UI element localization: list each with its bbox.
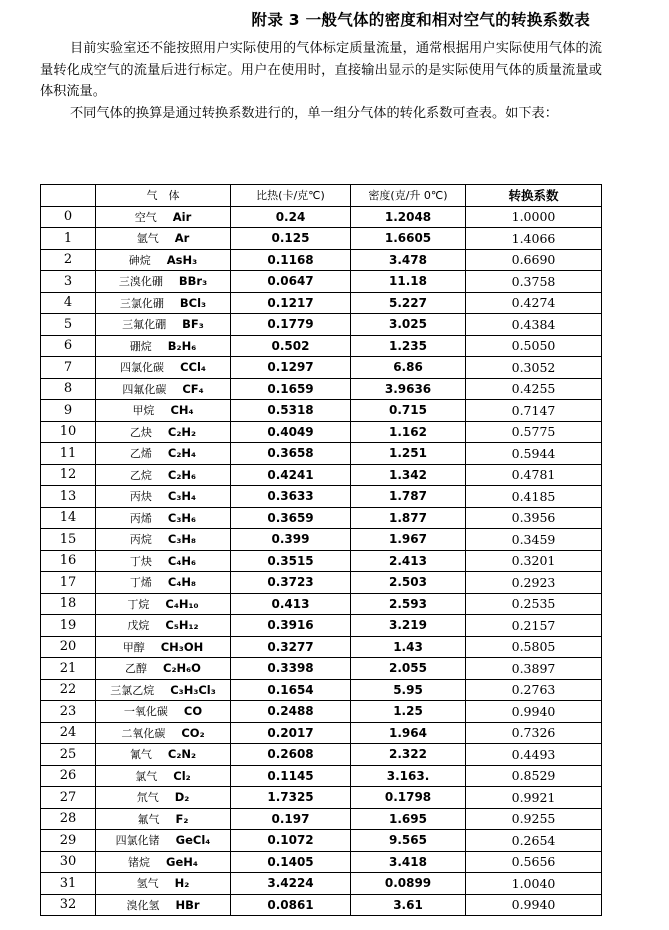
instruction-paragraph: 不同气体的换算是通过转换系数进行的，单一组分气体的转化系数可查表。如下表： [70,106,558,121]
gas-formula: C₄H₁₀ [165,596,199,611]
specific-heat-value: 0.3633 [231,486,351,508]
gas-formula: C₂H₆ [167,467,197,482]
row-index: 8 [41,378,96,400]
conversion-factor-value: 0.3758 [466,271,602,293]
table-row [41,679,602,701]
gas-formula: C₃H₈ [167,532,197,547]
density-value: 0.0899 [351,873,466,895]
conversion-factor-value: 0.4274 [466,292,602,314]
gas-name: 氰气 [129,748,152,762]
specific-heat-value: 0.2608 [231,744,351,766]
table-header-row [41,185,602,207]
header-gas: 气 体 [96,185,231,207]
gas-name: 丙烯 [129,511,152,525]
gas-name: 甲烷 [132,404,155,418]
row-index: 3 [41,271,96,293]
gas-name: 三溴化硼 [118,275,163,289]
gas-cell [96,550,231,572]
row-index: 26 [41,765,96,787]
specific-heat-value: 0.399 [231,529,351,551]
gas-name: 乙炔 [129,425,152,439]
gas-name: 三氟化硼 [122,318,167,332]
row-index: 18 [41,593,96,615]
table-row [41,830,602,852]
gas-name: 四氟化碳 [122,382,167,396]
table-row [41,722,602,744]
row-index: 7 [41,357,96,379]
gas-formula: CF₄ [182,381,204,396]
specific-heat-value: 0.1168 [231,249,351,271]
table-row [41,529,602,551]
gas-formula: C₄H₆ [167,553,197,568]
gas-formula: C₂H₂ [167,424,197,439]
row-index: 28 [41,808,96,830]
table-row [41,464,602,486]
gas-formula: B₂H₆ [167,338,197,353]
specific-heat-value: 0.1297 [231,357,351,379]
density-value: 3.61 [351,894,466,916]
table-row [41,443,602,465]
specific-heat-value: 0.1659 [231,378,351,400]
density-value: 1.25 [351,701,466,723]
specific-heat-value: 0.2488 [231,701,351,723]
conversion-factor-value: 1.0000 [466,206,602,228]
conversion-factor-value: 0.6690 [466,249,602,271]
table-row [41,550,602,572]
conversion-factor-value: 0.4255 [466,378,602,400]
specific-heat-value: 0.3916 [231,615,351,637]
table-row [41,894,602,916]
gas-cell [96,787,231,809]
conversion-factor-value: 0.4384 [466,314,602,336]
gas-cell [96,314,231,336]
specific-heat-value: 0.1072 [231,830,351,852]
gas-formula: C₃H₄ [167,489,197,504]
specific-heat-value: 0.2017 [231,722,351,744]
table-row [41,421,602,443]
conversion-factor-value: 0.5775 [466,421,602,443]
conversion-factor-value: 0.4781 [466,464,602,486]
header-index [41,185,96,207]
gas-name: 丁炔 [129,554,152,568]
conversion-factor-value: 0.9940 [466,701,602,723]
gas-name: 氢气 [136,877,159,891]
gas-cell [96,722,231,744]
density-value: 3.9636 [351,378,466,400]
header-conversion-factor: 转换系数 [466,185,602,207]
density-value: 3.478 [351,249,466,271]
table-row [41,486,602,508]
gas-cell [96,636,231,658]
specific-heat-value: 0.3515 [231,550,351,572]
table-row [41,249,602,271]
density-value: 2.413 [351,550,466,572]
header-specific-heat: 比热(卡/克℃) [231,185,351,207]
density-value: 11.18 [351,271,466,293]
conversion-factor-value: 0.3956 [466,507,602,529]
row-index: 17 [41,572,96,594]
table-row [41,851,602,873]
gas-cell [96,335,231,357]
table-row [41,378,602,400]
gas-name: 氩气 [136,232,159,246]
specific-heat-value: 0.413 [231,593,351,615]
table-row [41,271,602,293]
table-row [41,593,602,615]
density-value: 3.163. [351,765,466,787]
gas-cell [96,701,231,723]
row-index: 12 [41,464,96,486]
gas-cell [96,378,231,400]
gas-name: 四氯化碳 [120,361,165,375]
specific-heat-value: 0.3723 [231,572,351,594]
gas-name: 乙醇 [125,662,148,676]
row-index: 14 [41,507,96,529]
gas-cell [96,443,231,465]
gas-cell [96,292,231,314]
gas-name: 二氧化碳 [121,726,166,740]
density-value: 1.162 [351,421,466,443]
gas-cell [96,873,231,895]
row-index: 10 [41,421,96,443]
gas-formula: C₃H₆ [167,510,197,525]
gas-formula: Ar [174,231,190,246]
specific-heat-value: 0.3658 [231,443,351,465]
gas-formula: D₂ [174,790,190,805]
conversion-factor-value: 0.3897 [466,658,602,680]
gas-cell [96,206,231,228]
table-row [41,357,602,379]
specific-heat-value: 0.0861 [231,894,351,916]
page-title: 附录 3 一般气体的密度和相对空气的转换系数表 [251,11,590,29]
specific-heat-value: 0.1217 [231,292,351,314]
table-row [41,765,602,787]
gas-cell [96,851,231,873]
density-value: 0.715 [351,400,466,422]
density-value: 1.964 [351,722,466,744]
intro-paragraph: 目前实验室还不能按照用户实际使用的气体标定质量流量，通常根据用户实际使用气体的流量转化成空气的流量后进行标定。用户在使用时，直接输出显示的是实际使用气体的质量流量或体积流量。 [40,41,602,99]
table-row [41,314,602,336]
table-row [41,658,602,680]
conversion-factor-value: 0.5656 [466,851,602,873]
row-index: 27 [41,787,96,809]
specific-heat-value: 0.502 [231,335,351,357]
specific-heat-value: 0.197 [231,808,351,830]
density-value: 1.235 [351,335,466,357]
gas-name: 三氯乙烷 [110,683,155,697]
specific-heat-value: 0.1145 [231,765,351,787]
table-row [41,292,602,314]
row-index: 16 [41,550,96,572]
density-value: 6.86 [351,357,466,379]
row-index: 0 [41,206,96,228]
conversion-factor-value: 0.9940 [466,894,602,916]
gas-cell [96,271,231,293]
gas-cell [96,529,231,551]
conversion-factor-value: 0.9921 [466,787,602,809]
conversion-factor-value: 1.0040 [466,873,602,895]
row-index: 1 [41,228,96,250]
density-value: 1.43 [351,636,466,658]
gas-cell [96,830,231,852]
density-value: 3.418 [351,851,466,873]
gas-formula: GeCl₄ [175,833,211,848]
gas-name: 氘气 [136,791,159,805]
gas-name: 氟气 [137,812,160,826]
table-row [41,206,602,228]
conversion-factor-value: 0.3459 [466,529,602,551]
specific-heat-value: 3.4224 [231,873,351,895]
conversion-factor-value: 0.3201 [466,550,602,572]
row-index: 5 [41,314,96,336]
conversion-factor-value: 0.4493 [466,744,602,766]
gas-formula: C₄H₈ [167,575,197,590]
gas-formula: BBr₃ [178,274,208,289]
gas-name: 空气 [134,210,157,224]
gas-cell [96,421,231,443]
table-row [41,787,602,809]
gas-formula: C₂H₆O [163,661,201,676]
conversion-factor-value: 0.7147 [466,400,602,422]
density-value: 2.055 [351,658,466,680]
gas-formula: C₅H₁₂ [165,618,199,633]
specific-heat-value: 0.24 [231,206,351,228]
specific-heat-value: 0.5318 [231,400,351,422]
gas-formula: BCl₃ [179,295,207,310]
row-index: 20 [41,636,96,658]
table-row [41,744,602,766]
gas-formula: AsH₃ [166,252,198,267]
gas-name: 乙烯 [129,447,152,461]
row-index: 29 [41,830,96,852]
row-index: 11 [41,443,96,465]
gas-name: 戊烷 [127,619,150,633]
specific-heat-value: 0.3277 [231,636,351,658]
gas-formula: F₂ [175,811,189,826]
conversion-factor-value: 0.4185 [466,486,602,508]
gas-name: 三氯化硼 [119,296,164,310]
specific-heat-value: 0.4241 [231,464,351,486]
gas-cell [96,593,231,615]
conversion-factor-value: 0.2923 [466,572,602,594]
conversion-factor-value: 0.2157 [466,615,602,637]
gas-name: 四氯化锗 [115,834,160,848]
row-index: 31 [41,873,96,895]
gas-cell [96,765,231,787]
conversion-factor-value: 0.2535 [466,593,602,615]
gas-formula: GeH₄ [166,854,198,869]
specific-heat-value: 0.3659 [231,507,351,529]
row-index: 21 [41,658,96,680]
gas-formula: CH₃OH [160,639,204,654]
gas-cell [96,249,231,271]
row-index: 24 [41,722,96,744]
gas-name: 氯气 [135,769,158,783]
gas-cell [96,486,231,508]
conversion-factor-value: 0.5805 [466,636,602,658]
gas-formula: H₂ [174,876,190,891]
row-index: 19 [41,615,96,637]
conversion-factor-value: 0.9255 [466,808,602,830]
row-index: 9 [41,400,96,422]
gas-name: 丙炔 [129,490,152,504]
conversion-factor-value: 0.7326 [466,722,602,744]
table-row [41,701,602,723]
gas-cell [96,507,231,529]
density-value: 1.251 [351,443,466,465]
specific-heat-value: 1.7325 [231,787,351,809]
table-row [41,636,602,658]
row-index: 2 [41,249,96,271]
table-row [41,507,602,529]
specific-heat-value: 0.1405 [231,851,351,873]
row-index: 15 [41,529,96,551]
row-index: 6 [41,335,96,357]
gas-formula: CCl₄ [180,360,206,375]
row-index: 23 [41,701,96,723]
density-value: 1.695 [351,808,466,830]
gas-formula: Cl₂ [173,768,191,783]
conversion-factor-value: 0.8529 [466,765,602,787]
gas-name: 甲醇 [122,640,145,654]
density-value: 1.342 [351,464,466,486]
table-row [41,228,602,250]
conversion-factor-value: 0.5944 [466,443,602,465]
gas-formula: C₂H₄ [167,446,197,461]
gas-formula: CO₂ [181,725,205,740]
specific-heat-value: 0.125 [231,228,351,250]
density-value: 1.787 [351,486,466,508]
specific-heat-value: 0.4049 [231,421,351,443]
table-row [41,400,602,422]
density-value: 2.322 [351,744,466,766]
gas-cell [96,357,231,379]
density-value: 1.2048 [351,206,466,228]
gas-cell [96,679,231,701]
gas-name: 砷烷 [128,253,151,267]
gas-formula: C₃H₃Cl₃ [170,682,216,697]
conversion-factor-value: 0.2763 [466,679,602,701]
header-density: 密度(克/升 0℃) [351,185,466,207]
density-value: 3.025 [351,314,466,336]
density-value: 9.565 [351,830,466,852]
gas-cell [96,400,231,422]
gas-name: 硼烷 [129,339,152,353]
gas-name: 丁烯 [129,576,152,590]
density-value: 5.227 [351,292,466,314]
gas-formula: CO [183,704,203,719]
gas-formula: C₂N₂ [167,747,197,762]
table-row [41,615,602,637]
row-index: 4 [41,292,96,314]
gas-name: 乙烷 [129,468,152,482]
gas-cell [96,744,231,766]
table-row [41,572,602,594]
table-row [41,335,602,357]
row-index: 32 [41,894,96,916]
gas-cell [96,615,231,637]
density-value: 1.967 [351,529,466,551]
row-index: 25 [41,744,96,766]
specific-heat-value: 0.0647 [231,271,351,293]
row-index: 13 [41,486,96,508]
gas-name: 丁烷 [127,597,150,611]
conversion-factor-value: 0.3052 [466,357,602,379]
gas-conversion-table [40,184,602,916]
gas-formula: CH₄ [170,403,194,418]
gas-cell [96,658,231,680]
density-value: 2.503 [351,572,466,594]
table-row [41,808,602,830]
gas-formula: BF₃ [182,317,204,332]
density-value: 0.1798 [351,787,466,809]
gas-name: 溴化氢 [126,898,160,912]
conversion-factor-value: 0.2654 [466,830,602,852]
density-value: 5.95 [351,679,466,701]
gas-formula: Air [172,209,192,224]
gas-cell [96,894,231,916]
density-value: 3.219 [351,615,466,637]
gas-formula: HBr [175,897,200,912]
conversion-factor-value: 0.5050 [466,335,602,357]
gas-cell [96,808,231,830]
gas-name: 一氧化碳 [123,705,168,719]
density-value: 2.593 [351,593,466,615]
gas-name: 丙烷 [129,533,152,547]
gas-cell [96,228,231,250]
conversion-factor-value: 1.4066 [466,228,602,250]
specific-heat-value: 0.1654 [231,679,351,701]
gas-cell [96,572,231,594]
specific-heat-value: 0.1779 [231,314,351,336]
row-index: 30 [41,851,96,873]
gas-cell [96,464,231,486]
density-value: 1.877 [351,507,466,529]
specific-heat-value: 0.3398 [231,658,351,680]
gas-name: 锗烷 [128,855,151,869]
row-index: 22 [41,679,96,701]
density-value: 1.6605 [351,228,466,250]
table-row [41,873,602,895]
